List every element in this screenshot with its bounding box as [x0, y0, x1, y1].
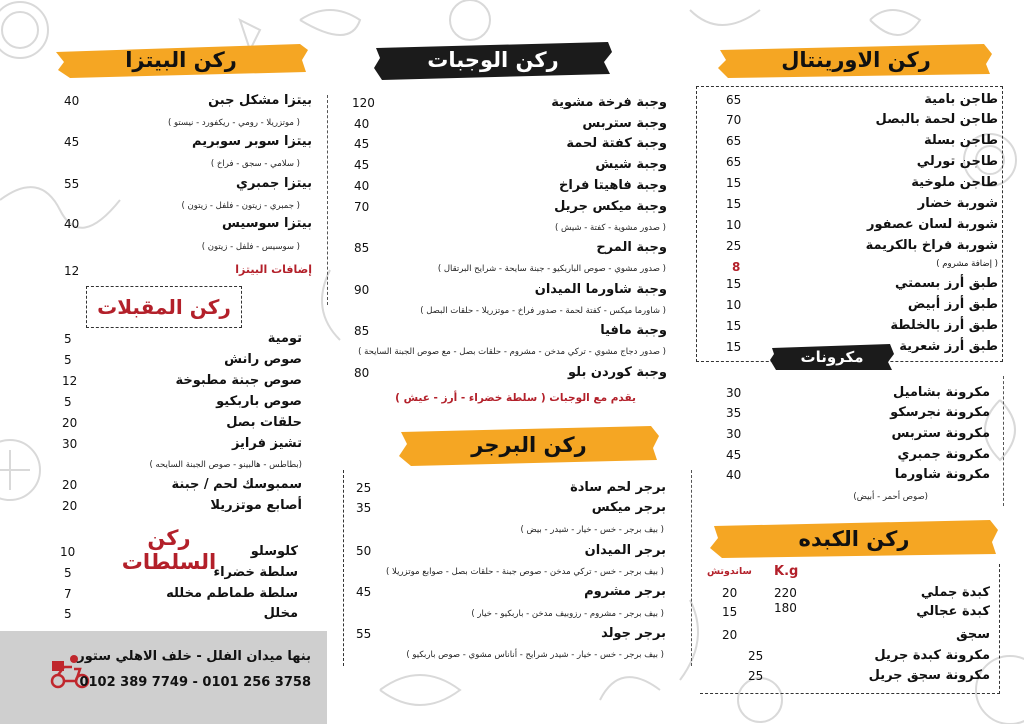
menu-item: مكرونة ستربس 30 [726, 426, 990, 441]
menu-item: وجبة فرخة مشوية 120 [352, 95, 667, 110]
contact-footer [0, 631, 327, 724]
menu-item: حلقات بصل 20 [62, 415, 302, 430]
item-desc: ( شاورما ميكس - كفتة لحمة - صدور فراخ - موتزريلا - حلقات البصل ) [420, 306, 666, 316]
item-desc: ( بيف برجر - مشروم - رزوبيف مدخن - باربكيو - خيار ) [471, 609, 664, 619]
menu-item: بيتزا مشكل جبن 40 [64, 93, 312, 108]
item-desc: ( بيف برجر - خس - خيار - شيدر شرايح - أناناس مشوي - صوص باربكيو ) [406, 650, 664, 660]
menu-item: وجبة ميكس جريل 70 [354, 199, 667, 214]
menu-item: كبدة عجالي 15 180 [722, 601, 990, 619]
menu-item: برجر مشروم 45 [356, 584, 666, 599]
menu-item: سلطة خضراء 5 [64, 565, 298, 580]
menu-item: شوربة لسان عصفور 10 [726, 217, 998, 232]
menu-item: سجق 20 [722, 627, 990, 642]
appetizers-header [86, 286, 242, 328]
menu-item: برجر الميدان 50 [356, 543, 666, 558]
column-divider [1003, 376, 1004, 506]
pizza-title: ركن البيتزا [125, 48, 237, 72]
oriental-header [716, 38, 996, 82]
menu-item: طبق أرز بسمتي 15 [726, 276, 998, 291]
liver-title: ركن الكبده [798, 527, 910, 551]
menu-item: طبق أرز شعرية 15 [726, 339, 998, 354]
item-desc: ( جمبري - زيتون - فلفل - زيتون ) [181, 201, 300, 211]
item-desc: (بطاطس - هالبينو - صوص الجبنة السايحه ) [149, 460, 302, 470]
menu-item: طاجن بسلة 65 [726, 133, 998, 148]
phone-numbers[interactable]: 0102 389 7749 - 0101 256 3758 [79, 675, 311, 690]
liver-col-sandwich: ساندوتش [707, 566, 752, 577]
item-desc: ( سلامي - سجق - فراخ ) [210, 159, 300, 169]
menu-item: مكرونة جمبري 45 [726, 447, 990, 462]
item-desc: ( بيف برجر - خس - خيار - شيدر - بيض ) [520, 525, 664, 535]
menu-item: وجبة المرح 85 [354, 240, 667, 255]
menu-item: ( إضافة مشروم ) 8 [732, 259, 998, 274]
menu-item: إضافات البيتزا 12 [64, 263, 312, 278]
menu-item: أصابع موتزريلا 20 [62, 498, 302, 513]
appetizers-title: ركن المقبلات [97, 295, 231, 319]
menu-item: برجر جولد 55 [356, 626, 666, 641]
menu-item: وجبة فاهيتا فراخ 40 [354, 178, 667, 193]
menu-item: تشيز فرايز 30 [62, 436, 302, 451]
menu-item: مخلل 5 [64, 606, 298, 621]
item-desc: ( صدور مشوي - صوص الباربكيو - جبنة سايحة - شرايح البرتقال ) [437, 264, 666, 274]
menu-item: وجبة شاورما الميدان 90 [354, 282, 667, 297]
item-desc: ( موتزريلا - رومي - ريكفورد - نيستو ) [167, 118, 300, 128]
menu-item: طاجن ملوخية 15 [726, 175, 998, 190]
column-divider [691, 470, 692, 666]
menu-item: صوص باربكيو 5 [64, 394, 302, 409]
menu-item: شوربة فراخ بالكريمة 25 [726, 238, 998, 253]
menu-item: طاجن بامية 65 [726, 92, 998, 107]
menu-item: مكرونة شاورما 40 [726, 467, 990, 482]
menu-item: طبق أرز بالخلطة 15 [726, 318, 998, 333]
liver-header [708, 516, 1000, 562]
menu-item: مكرونة بشاميل 30 [726, 385, 990, 400]
item-desc: ( سوسيس - فلفل - زيتون ) [201, 242, 300, 252]
meals-title: ركن الوجبات [427, 48, 559, 72]
menu-item: بيتزا سوسيس 40 [64, 216, 312, 231]
burger-title: ركن البرجر [471, 433, 587, 457]
menu-item: وجبة كفتة لحمة 45 [354, 136, 667, 151]
menu-item: وجبة شيش 45 [354, 157, 667, 172]
menu-item: برجر ميكس 35 [356, 500, 666, 515]
oriental-title: ركن الاورينتال [781, 48, 931, 72]
address: بنها ميدان الفلل - خلف الاهلي ستور [77, 649, 311, 664]
menu-item: طاجن تورلي 65 [726, 154, 998, 169]
column-divider [327, 95, 328, 305]
item-desc: ( صدور مشوية - كفتة - شيش ) [554, 223, 666, 233]
menu-item: كلوسلو 10 [60, 544, 298, 559]
menu-item: صوص جبنة مطبوخة 12 [62, 373, 302, 388]
menu-item: برجر لحم سادة 25 [356, 480, 666, 495]
menu-item: طاجن لحمة بالبصل 70 [726, 112, 998, 127]
item-desc: ( بيف برجر - خس - تركي مدخن - صوص جبنة - حلقات بصل - صوابع موتزريلا ) [385, 567, 664, 577]
served-with-note: يقدم مع الوجبات ( سلطة خضراء - أرز - عيش ) [395, 392, 636, 404]
menu-item: طبق أرز أبيض 10 [726, 297, 998, 312]
menu-item: سلطة طماطم مخلله 7 [64, 586, 298, 601]
item-desc: ( صدور دجاج مشوي - تركي مدخن - مشروم - حلقات بصل - مع صوص الجبنة السايحة ) [358, 347, 666, 357]
menu-item: شوربة خضار 15 [726, 196, 998, 211]
menu-item: كبدة جملي 20 220 [722, 585, 990, 600]
menu-item: وجبة كوردن بلو 80 [354, 365, 667, 380]
menu-item: وجبة ستربس 40 [354, 116, 667, 131]
pasta-title: مكرونات [800, 348, 864, 366]
menu-item: مكرونة سجق جريل 25 [748, 668, 990, 683]
burger-header [395, 422, 663, 468]
meals-header [372, 38, 614, 82]
menu-item: بيتزا جمبري 55 [64, 176, 312, 191]
pizza-header [50, 38, 312, 82]
menu-item: تومية 5 [64, 331, 302, 346]
sauce-note: (صوص أحمر - أبيض) [853, 492, 928, 502]
menu-item: مكرونة نجرسكو 35 [726, 405, 990, 420]
salads-title: ركن السلطات [121, 526, 217, 574]
menu-item: مكرونة كبدة جريل 25 [748, 648, 990, 663]
menu-item: سمبوسك لحم / جبنة 20 [62, 477, 302, 492]
menu-item: صوص رانش 5 [64, 352, 302, 367]
pasta-header [768, 342, 896, 372]
menu-item: بيتزا سوبر سوبريم 45 [64, 134, 312, 149]
liver-col-kg: K.g [774, 564, 799, 579]
menu-item: وجبة مافيا 85 [354, 323, 667, 338]
